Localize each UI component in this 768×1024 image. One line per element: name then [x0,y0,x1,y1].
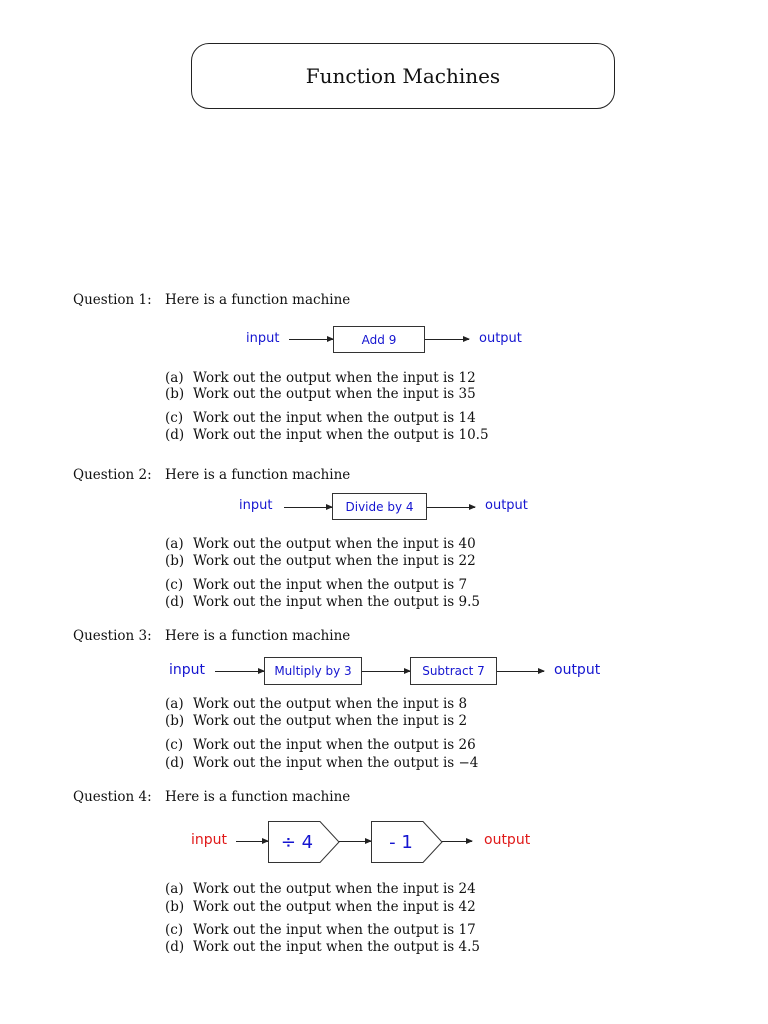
arrow [284,507,332,508]
arrow [339,841,371,842]
question-3-part-b: (b) Work out the output when the input is 2 [165,713,468,729]
machine-step-text: ÷ 4 [280,831,314,853]
machine-output-label: output [484,832,531,848]
question-4-part-d: (d) Work out the input when the output is 4.5 [165,939,480,955]
question-3-part-c: (c) Work out the input when the output is 26 [165,737,476,753]
question-2-part-d: (d) Work out the input when the output is 9.5 [165,594,480,610]
arrow [427,507,475,508]
arrow [236,841,268,842]
question-4-part-b: (b) Work out the output when the input is 42 [165,899,476,915]
arrow [497,671,544,672]
machine-step-box: Subtract 7 [410,657,497,685]
arrow [289,339,333,340]
question-4-label: Question 4: [73,789,152,805]
question-3-intro: Here is a function machine [165,628,351,644]
question-1-label: Question 1: [73,292,152,308]
machine-output-label: output [485,498,528,513]
question-1-intro: Here is a function machine [165,292,351,308]
question-4-part-c: (c) Work out the input when the output is 17 [165,922,476,938]
question-2-label: Question 2: [73,467,152,483]
machine-step-box: Divide by 4 [332,493,427,520]
page-title: Function Machines [305,64,501,88]
question-1-part-c: (c) Work out the input when the output is 14 [165,410,476,426]
question-3-part-d: (d) Work out the input when the output is −4 [165,755,479,771]
arrow [425,339,469,340]
arrow [215,671,264,672]
question-2-part-b: (b) Work out the output when the input is 22 [165,553,476,569]
arrow [442,841,472,842]
question-2-part-c: (c) Work out the input when the output is 7 [165,577,468,593]
machine-input-label: input [246,331,280,346]
question-3-part-a: (a) Work out the output when the input is 8 [165,696,468,712]
question-4-intro: Here is a function machine [165,789,351,805]
question-2-part-a: (a) Work out the output when the input is 40 [165,536,476,552]
machine-output-label: output [479,331,522,346]
question-2-intro: Here is a function machine [165,467,351,483]
title-box [191,43,615,109]
machine-step-text: - 1 [389,831,413,853]
machine-step-box: Multiply by 3 [264,657,362,685]
question-3-label: Question 3: [73,628,152,644]
machine-input-label: input [239,498,273,513]
machine-input-label: input [169,662,206,678]
question-4-part-a: (a) Work out the output when the input is 24 [165,881,476,897]
question-1-part-a: (a) Work out the output when the input is 12 [165,370,476,386]
machine-input-label: input [191,832,228,848]
question-1-part-d: (d) Work out the input when the output is 10.5 [165,427,489,443]
arrow [362,671,410,672]
question-1-part-b: (b) Work out the output when the input is 35 [165,386,476,402]
machine-output-label: output [554,662,601,678]
machine-step-box: Add 9 [333,326,425,353]
